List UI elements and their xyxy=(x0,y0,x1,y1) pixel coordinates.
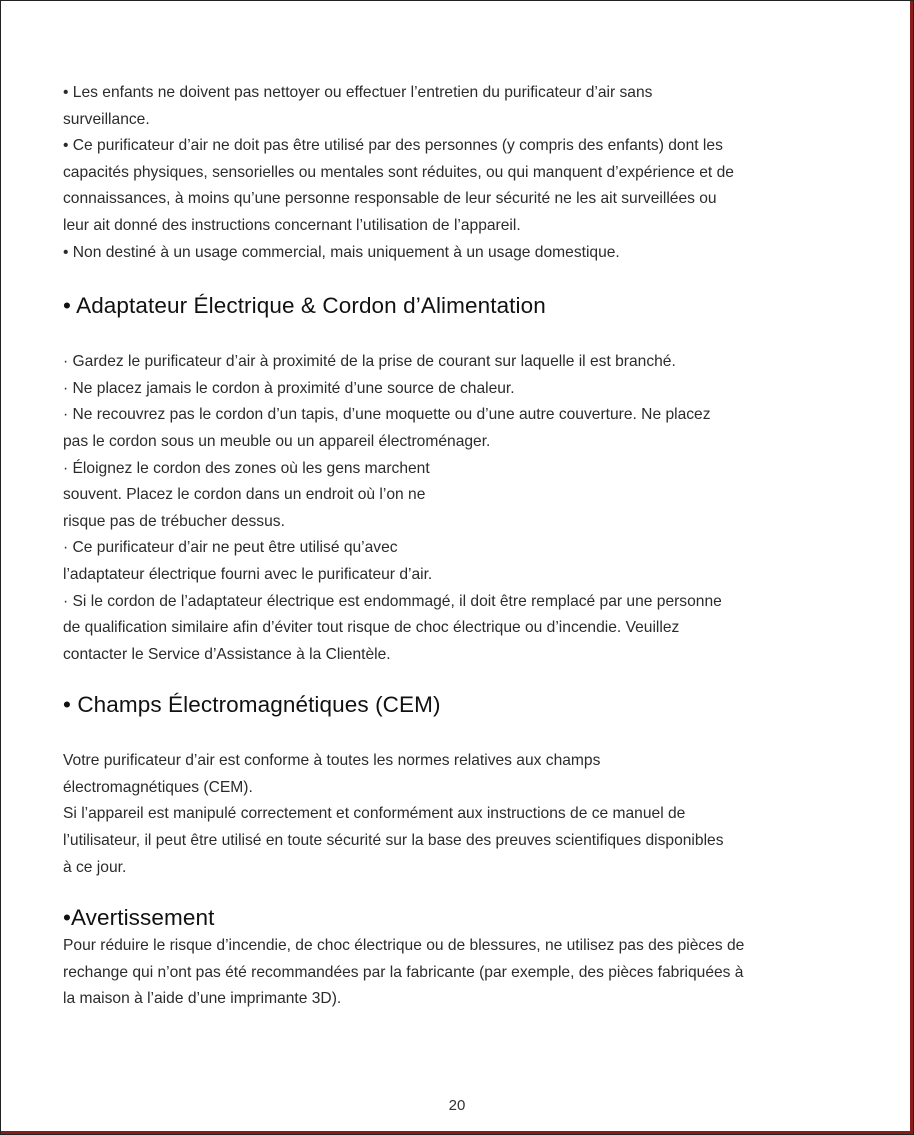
text-line: Votre purificateur d’air est conforme à toutes les normes relatives aux champs xyxy=(63,752,601,770)
text-line: à ce jour. xyxy=(63,858,127,876)
page-edge-accent-right xyxy=(910,1,913,1134)
text-line: capacités physiques, sensorielles ou mentales sont réduites, ou qui manquent d’expérience et de xyxy=(63,163,734,181)
text-line: · Ne recouvrez pas le cordon d’un tapis, d’une moquette ou d’une autre couverture. Ne placez xyxy=(63,406,711,424)
text-line: surveillance. xyxy=(63,110,150,128)
text-line: pas le cordon sous un meuble ou un appareil électroménager. xyxy=(63,432,491,450)
text-line: souvent. Placez le cordon dans un endroit où l’on ne xyxy=(63,486,426,504)
text-line: rechange qui n’ont pas été recommandées par la fabricante (par exemple, des pièces fabriquées à xyxy=(63,963,744,981)
page-content xyxy=(63,80,875,1013)
emf-paragraph xyxy=(63,748,875,881)
text-line: risque pas de trébucher dessus. xyxy=(63,512,285,530)
safety-children-paragraph xyxy=(63,80,875,266)
text-line: · Ne placez jamais le cordon à proximité d’une source de chaleur. xyxy=(63,379,515,397)
text-line: · Ce purificateur d’air ne peut être utilisé qu’avec xyxy=(63,539,398,557)
text-line: · Si le cordon de l’adaptateur électrique est endommagé, il doit être remplacé par une personne xyxy=(63,592,722,610)
text-line: • Non destiné à un usage commercial, mais uniquement à un usage domestique. xyxy=(63,243,620,261)
text-line: leur ait donné des instructions concernant l’utilisation de l’appareil. xyxy=(63,216,521,234)
section-heading-power-adapter: • Adaptateur Électrique & Cordon d’Alimentation xyxy=(63,293,546,319)
text-line: • Ce purificateur d’air ne doit pas être utilisé par des personnes (y compris des enfants) dont les xyxy=(63,137,723,155)
text-line: contacter le Service d’Assistance à la Clientèle. xyxy=(63,645,391,663)
text-line: de qualification similaire afin d’éviter tout risque de choc électrique ou d’incendie. Veuillez xyxy=(63,619,680,637)
page-number: 20 xyxy=(448,1097,466,1114)
text-line: l’utilisateur, il peut être utilisé en toute sécurité sur la base des preuves scientifiques disponibles xyxy=(63,832,724,850)
section-heading-warning: •Avertissement xyxy=(63,905,215,931)
page-edge-accent-bottom xyxy=(1,1131,913,1134)
text-line: • Les enfants ne doivent pas nettoyer ou effectuer l’entretien du purificateur d’air sans xyxy=(63,84,653,101)
text-line: · Éloignez le cordon des zones où les gens marchent xyxy=(63,459,430,477)
text-line: Si l’appareil est manipulé correctement et conformément aux instructions de ce manuel de xyxy=(63,805,686,823)
warning-paragraph xyxy=(63,933,875,1013)
text-line: l’adaptateur électrique fourni avec le purificateur d’air. xyxy=(63,565,433,583)
text-line: connaissances, à moins qu’une personne responsable de leur sécurité ne les ait surveillées ou xyxy=(63,190,717,208)
text-line: Pour réduire le risque d’incendie, de choc électrique ou de blessures, ne utilisez pas des pièces de xyxy=(63,937,745,955)
section-heading-emf: • Champs Électromagnétiques (CEM) xyxy=(63,692,441,718)
power-adapter-paragraph xyxy=(63,349,875,668)
text-line: la maison à l’aide d’une imprimante 3D). xyxy=(63,990,342,1008)
text-line: électromagnétiques (CEM). xyxy=(63,778,253,796)
text-line: · Gardez le purificateur d’air à proximité de la prise de courant sur laquelle il est branché. xyxy=(63,353,676,371)
